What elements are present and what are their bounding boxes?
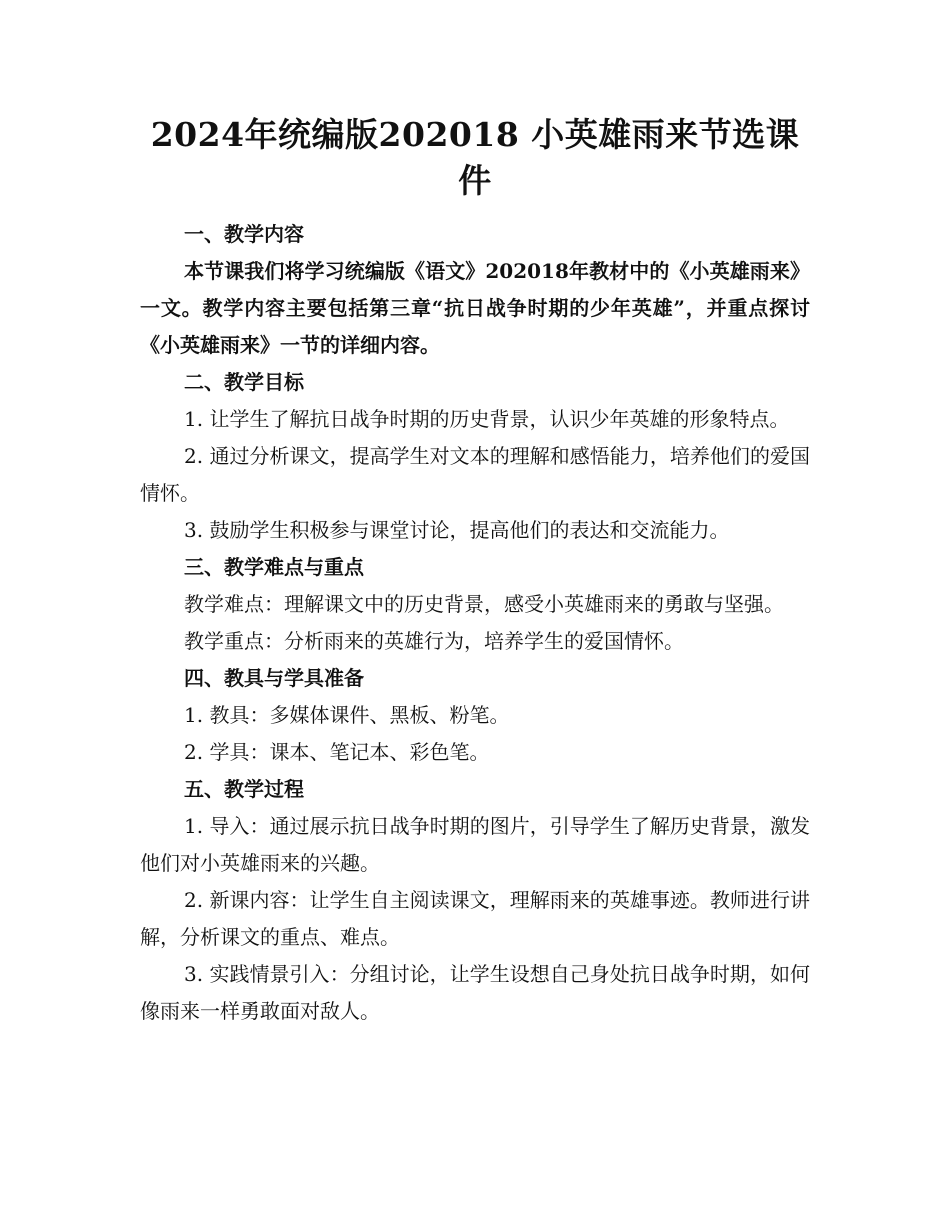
document-title: 2024年统编版202018 小英雄雨来节选课件 [150, 115, 800, 200]
section-paragraph: 本节课我们将学习统编版《语文》202018年教材中的《小英雄雨来》一文。教学内容主要包括第三章“抗日战争时期的少年英雄”，并重点探讨《小英雄雨来》一节的详细内容。 [140, 259, 810, 357]
section-teaching-goals [140, 364, 810, 549]
section-paragraph: 教学重点：分析雨来的英雄行为，培养学生的爱国情怀。 [184, 629, 684, 653]
section-heading: 四、教具与学具准备 [184, 666, 364, 690]
section-heading: 五、教学过程 [184, 777, 304, 801]
section-teaching-aids [140, 660, 810, 771]
list-item: 3. 鼓励学生积极参与课堂讨论，提高他们的表达和交流能力。 [184, 518, 730, 542]
section-heading: 三、教学难点与重点 [184, 555, 364, 579]
list-item: 3. 实践情景引入：分组讨论，让学生设想自己身处抗日战争时期，如何像雨来一样勇敢面对敌人。 [140, 962, 810, 1023]
section-teaching-content [140, 216, 810, 364]
list-item: 2. 学具：课本、笔记本、彩色笔。 [184, 740, 490, 764]
section-heading: 一、教学内容 [184, 222, 304, 246]
document-page [140, 112, 810, 1030]
list-item: 2. 新课内容：让学生自主阅读课文，理解雨来的英雄事迹。教师进行讲解，分析课文的重点、难点。 [140, 888, 810, 949]
list-item: 1. 让学生了解抗日战争时期的历史背景，认识少年英雄的形象特点。 [184, 407, 790, 431]
section-heading: 二、教学目标 [184, 370, 304, 394]
list-item: 2. 通过分析课文，提高学生对文本的理解和感悟能力，培养他们的爱国情怀。 [140, 444, 810, 505]
list-item: 1. 导入：通过展示抗日战争时期的图片，引导学生了解历史背景，激发他们对小英雄雨来的兴趣。 [140, 814, 810, 875]
section-teaching-process [140, 771, 810, 1030]
list-item: 1. 教具：多媒体课件、黑板、粉笔。 [184, 703, 510, 727]
section-paragraph: 教学难点：理解课文中的历史背景，感受小英雄雨来的勇敢与坚强。 [184, 592, 784, 616]
section-difficulties-focus [140, 549, 810, 660]
